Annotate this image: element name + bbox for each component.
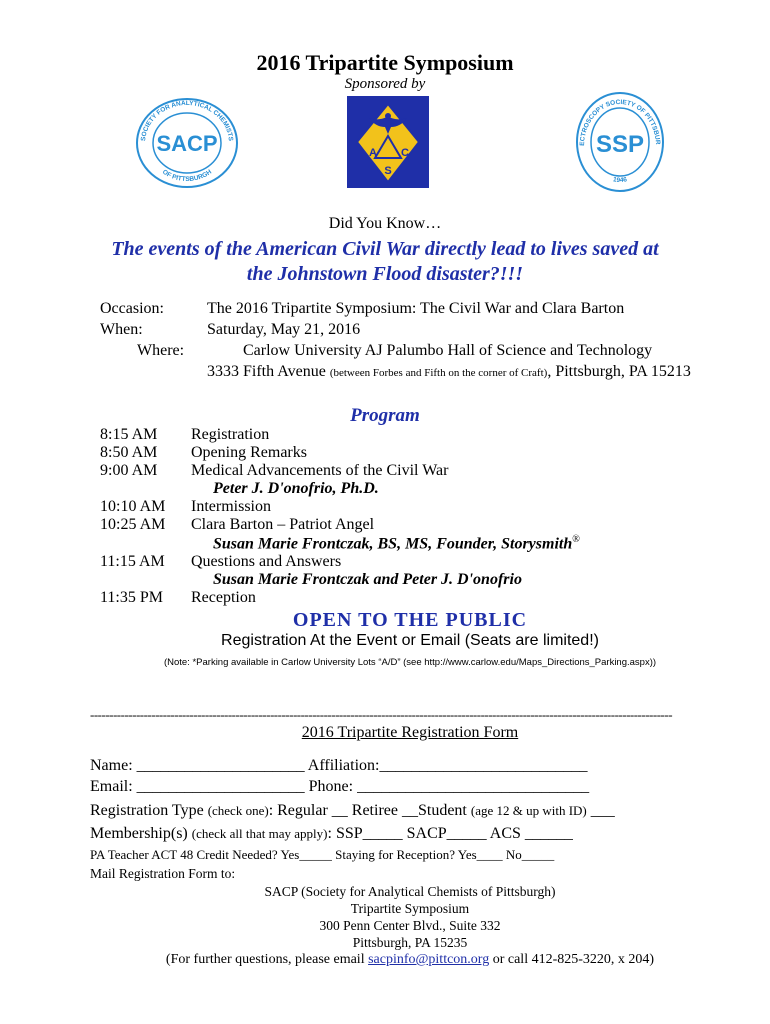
program-title: Program: [350, 405, 420, 426]
ssp-letters: SSP: [595, 131, 645, 158]
membership-line[interactable]: [90, 825, 573, 843]
reg-type-label: Registration Type: [90, 802, 208, 819]
reg-type-options[interactable]: : Regular __ Retiree __Student: [268, 802, 471, 819]
where-value: Carlow University AJ Palumbo Hall of Science and Technology: [243, 342, 653, 359]
acs-letter-a: A: [369, 147, 377, 159]
questions-line: [0, 952, 770, 968]
svg-text:OF PITTSBURGH: [161, 168, 213, 183]
address-note: (between Forbes and Fifth on the corner of Craft): [329, 367, 548, 379]
program-event: Clara Barton – Patriot Angel: [191, 516, 375, 533]
ssp-logo: [574, 90, 666, 194]
did-you-know: Did You Know…: [328, 215, 442, 232]
occasion-label: Occasion:: [100, 300, 164, 317]
reg-type-age-note: (age 12 & up with ID): [470, 803, 587, 818]
occasion-value: The 2016 Tripartite Symposium: The Civil War and Clara Barton: [207, 300, 625, 317]
where-label: Where:: [137, 342, 185, 359]
program-event: Questions and Answers: [191, 553, 342, 570]
sacp-logo: [133, 97, 241, 189]
program-time: 8:50 AM: [100, 444, 158, 461]
sponsored-by-label: Sponsored by: [344, 76, 426, 92]
program-time: 11:15 AM: [100, 553, 165, 570]
ssp-ring-top: ECTROSCOPY SOCIETY OF PITTSBUR: [578, 98, 662, 146]
mail-address-line-1: SACP (Society for Analytical Chemists of Pittsburgh): [264, 884, 556, 899]
mail-to-label: Mail Registration Form to:: [90, 866, 236, 881]
when-value: Saturday, May 21, 2016: [207, 321, 361, 338]
name-affiliation-line[interactable]: Name: _____________________ Affiliation:__________________________: [90, 757, 588, 774]
program-event: Reception: [191, 589, 256, 606]
registration-type-line[interactable]: [90, 802, 615, 820]
program-event: Opening Remarks: [191, 444, 307, 461]
page-title: 2016 Tripartite Symposium: [256, 50, 514, 75]
program-time: 8:15 AM: [100, 426, 158, 443]
svg-text:1946: [612, 176, 628, 184]
form-title: 2016 Tripartite Registration Form: [301, 724, 519, 741]
parking-note: (Note: *Parking available in Carlow University Lots “A/D” (see http://www.carlow.edu/Maps_Directions_Parking.aspx)): [163, 657, 657, 668]
acs-letter-s: S: [384, 165, 392, 177]
membership-options[interactable]: : SSP_____ SACP_____ ACS ______: [327, 825, 573, 842]
program-speaker: Susan Marie Frontczak and Peter J. D'onofrio: [213, 571, 522, 588]
program-speaker: Susan Marie Frontczak, BS, MS, Founder, Storysmith: [213, 535, 573, 553]
ssp-ring-bottom: 1946: [612, 176, 628, 185]
mail-address-line-4: Pittsburgh, PA 15235: [352, 935, 468, 950]
program-time: 10:25 AM: [100, 516, 166, 533]
reg-type-blank[interactable]: ___: [586, 802, 615, 819]
membership-hint: (check all that may apply): [191, 826, 328, 841]
program-time: 9:00 AM: [100, 462, 158, 479]
program-speaker: Peter J. D'onofrio, Ph.D.: [213, 480, 379, 497]
divider: --------------------------------------------------------------------------------------------------------------------------------------------------------: [90, 707, 673, 722]
program-time: 10:10 AM: [100, 498, 166, 515]
sacp-ring-top: SOCIETY FOR ANALYTICAL CHEMISTS: [140, 99, 234, 142]
program-time: 11:35 PM: [100, 589, 163, 606]
email-phone-line[interactable]: Email: _____________________ Phone: _____________________________: [90, 778, 590, 795]
reg-type-hint: (check one): [207, 803, 269, 818]
questions-suffix: or call 412-825-3220, x 204): [489, 952, 655, 967]
program-event: Medical Advancements of the Civil War: [191, 462, 449, 479]
questions-prefix: (For further questions, please email: [165, 952, 369, 967]
registration-info: Registration At the Event or Email (Seats are limited!): [221, 632, 599, 649]
address-line: [207, 363, 691, 381]
acs-logo: [347, 96, 429, 188]
address-city: , Pittsburgh, PA 15213: [547, 363, 691, 380]
headline-line-1: The events of the American Civil War directly lead to lives saved at: [111, 238, 659, 260]
acs-letter-c: C: [401, 147, 409, 159]
address-main: 3333 Fifth Avenue: [207, 363, 326, 380]
program-speaker-line: [213, 534, 580, 553]
membership-label: Membership(s): [90, 825, 192, 842]
when-label: When:: [100, 321, 143, 338]
contact-email-link[interactable]: sacpinfo@pittcon.org: [368, 952, 490, 967]
registered-mark: ®: [572, 534, 580, 545]
sacp-ring-bottom: OF PITTSBURGH: [161, 168, 213, 184]
act48-reception-line[interactable]: PA Teacher ACT 48 Credit Needed? Yes_____ Staying for Reception? Yes____ No_____: [90, 847, 555, 862]
sacp-letters: SACP: [156, 131, 218, 156]
mail-address-line-3: 300 Penn Center Blvd., Suite 332: [319, 918, 501, 933]
mail-address-line-2: Tripartite Symposium: [350, 901, 470, 916]
open-to-public: OPEN TO THE PUBLIC: [292, 609, 528, 631]
program-event: Intermission: [191, 498, 271, 515]
headline-line-2: the Johnstown Flood disaster?!!!: [246, 263, 524, 285]
program-event: Registration: [191, 426, 270, 443]
